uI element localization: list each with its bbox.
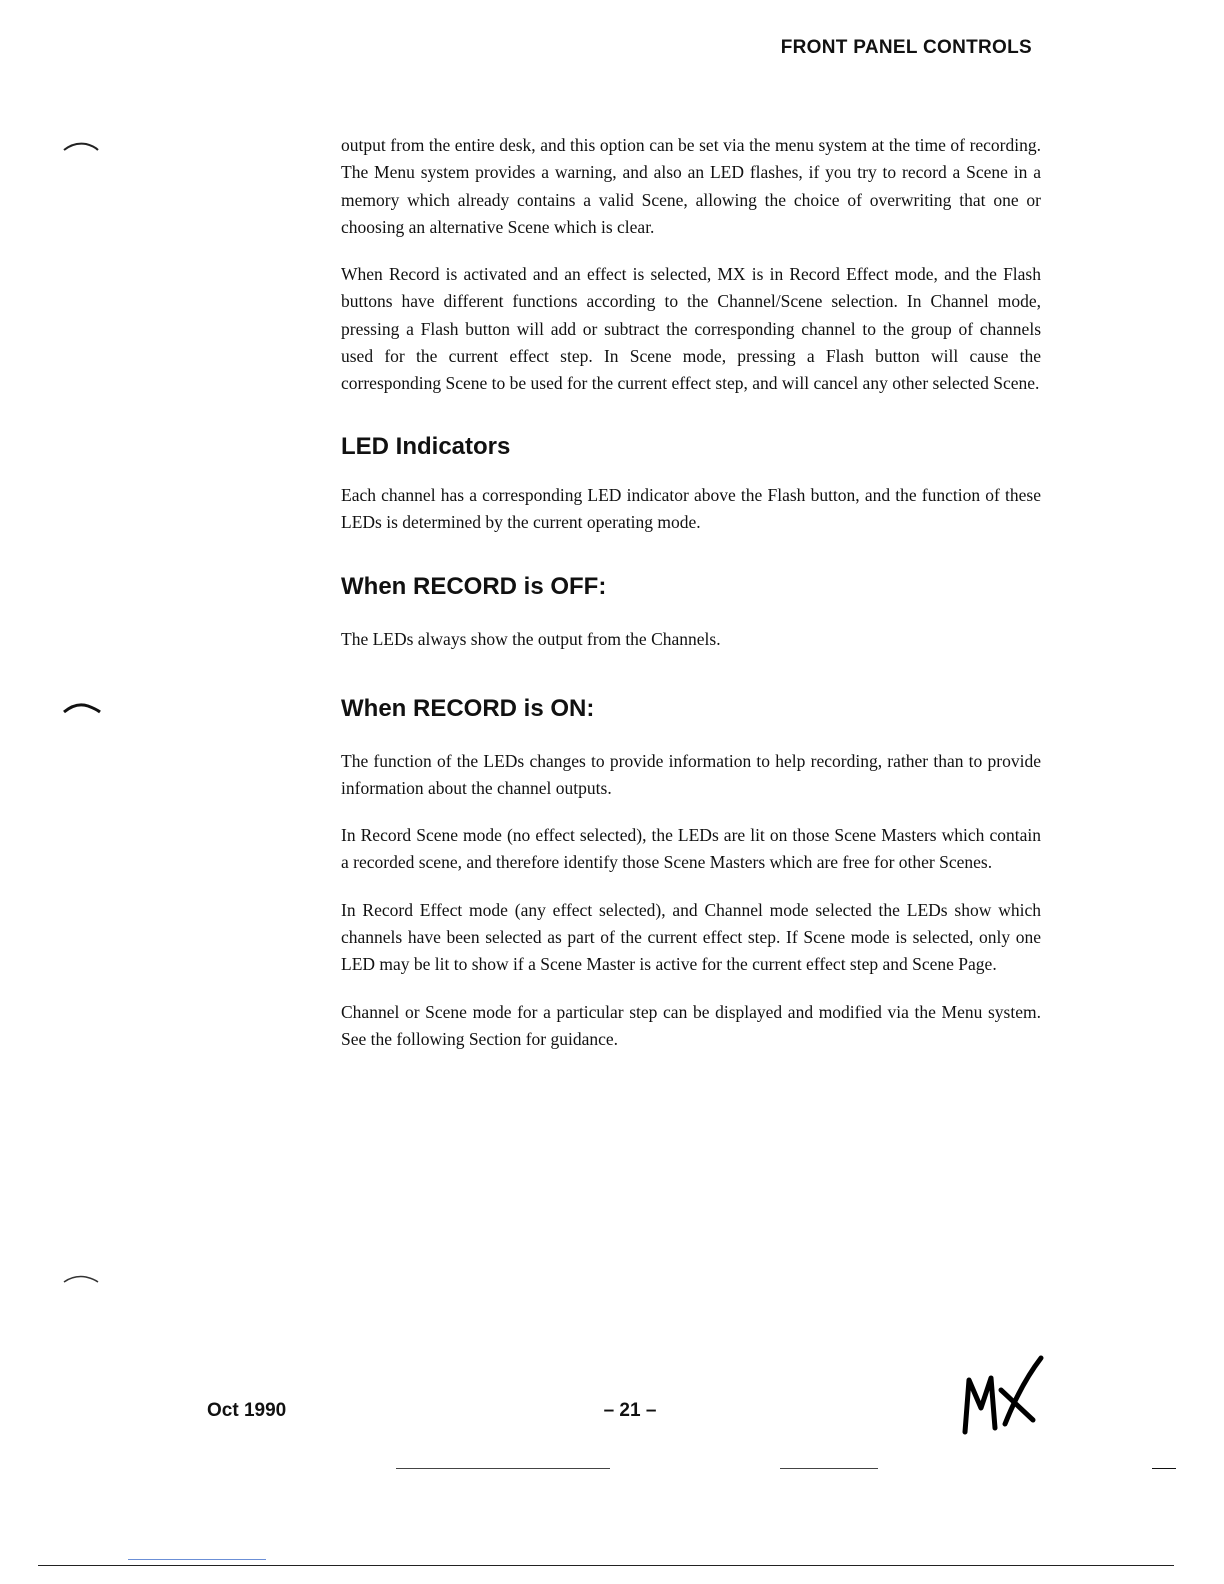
- footer-page-number: – 21 –: [603, 1400, 657, 1421]
- mx-logo-icon: [955, 1350, 1050, 1440]
- body-paragraph: Each channel has a corresponding LED indicator above the Flash button, and the function of these LEDs is determined by the current operating mode.: [341, 484, 1041, 532]
- page-header-title: FRONT PANEL CONTROLS: [780, 37, 1032, 58]
- binding-mark-top: [62, 140, 102, 154]
- body-paragraph: In Record Scene mode (no effect selected), the LEDs are lit on those Scene Masters which contain a recorded scene, and therefore identify those Scene Masters which are free for other Scenes.: [341, 825, 1041, 873]
- body-paragraph: In Record Effect mode (any effect selected), and Channel mode selected the LEDs show which channels have been selected as part of the current effect step. If Scene mode is selected, only one LED may be lit to show if a Scene Master is active for the current effect step and Scene Page.: [341, 899, 1041, 975]
- scan-line: [1152, 1468, 1176, 1469]
- body-paragraph: The function of the LEDs changes to provide information to help recording, rather than to provide information about the channel outputs.: [341, 750, 1041, 798]
- scan-line: [128, 1559, 266, 1560]
- binding-mark-bottom: [62, 1272, 102, 1286]
- footer-date: Oct 1990: [207, 1400, 287, 1421]
- scan-line: [38, 1565, 1174, 1566]
- section-heading-record-on: When RECORD is ON:: [341, 694, 595, 722]
- body-paragraph: Channel or Scene mode for a particular step can be displayed and modified via the Menu system. See the following Section for guidance.: [341, 1001, 1041, 1049]
- section-heading-led-indicators: LED Indicators: [341, 432, 511, 460]
- scan-line: [396, 1468, 610, 1469]
- binding-mark-middle: [62, 700, 102, 716]
- body-paragraph: output from the entire desk, and this option can be set via the menu system at the time of recording. The Menu system provides a warning, and also an LED flashes, if you try to record a Scene in a memory which already contains a valid Scene, allowing the choice of overwriting that one or choosing an alternative Scene which is clear.: [341, 135, 1041, 237]
- section-heading-record-off: When RECORD is OFF:: [341, 573, 607, 601]
- body-paragraph: The LEDs always show the output from the Channels.: [341, 629, 721, 650]
- page-body: [341, 132, 1041, 1073]
- body-paragraph: When Record is activated and an effect is selected, MX is in Record Effect mode, and the Flash buttons have different functions according to the Channel/Scene selection. In Channel mode, pressing a Flash button will add or subtract the corresponding channel to the group of channels used for the current effect step. In Scene mode, pressing a Flash button will cause the corresponding Scene to be used for the current effect step, and will cancel any other selected Scene.: [341, 264, 1041, 394]
- scan-line: [780, 1468, 878, 1469]
